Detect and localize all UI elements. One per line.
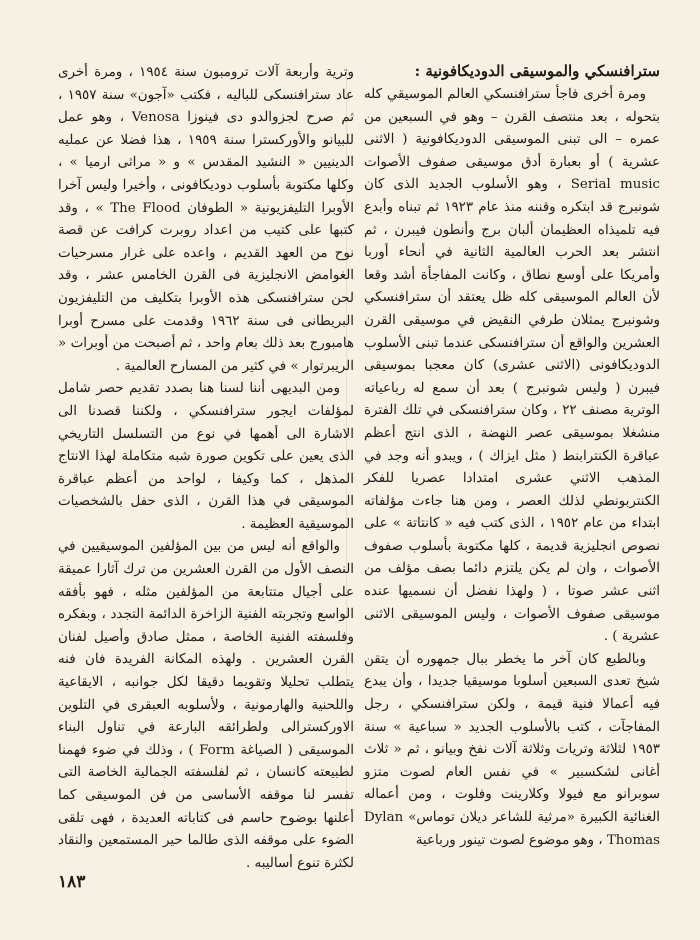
page-number: ١٨٣	[58, 872, 86, 892]
paragraph: والواقع أنه ليس من بين المؤلفين الموسيقيين في النصف الأول من القرن العشرين من ترك آثارا عميقة على أجيال متتابعة من المؤلفين مثله ، فهو بأفقه الواسع وتجربته الفنية الزاخرة الدائمة التجدد ، وبفكره وفلسفته الفنية الخاصة ، ممثل صادق وأصيل لفنان القرن العشرين . ولهذه المكانة الفريدة فان فنه يتطلب تحليلا وتقويما دقيقا لكل جوانبه ، الايقاعية واللحنية والهارمونية ، ولأسلوبه العبقرى في التلوين الاوركسترالى ولطرائقه البارعة في تناول البناء الموسيقى ( الصياغة Form ) ، وذلك في ضوء فهمنا لطبيعته كانسان ، ثم لفلسفته الجمالية الخاصة التى تفسر لنا موقفه الأساسى من فن الموسيقى كما أعلنها بوضوح حاسم فى كتاباته العديدة ، فهى تلقى الضوء على موقفه الذى طالما حير المستمعين والنقاد لكثرة تنوع أساليبه .	[58, 539, 354, 871]
right-column	[364, 60, 660, 852]
paragraph: ومن البديهى أننا لسنا هنا بصدد تقديم حصر شامل لمؤلفات ايجور سترافنسكي ، ولكننا قصدنا الى الاشارة الى أهمها في نوع من التسلسل التاريخي الذى يعين على تكوين صورة شبه متكاملة لهذا الانتاج المذهل ، كما وكيفا ، لواحد من أعظم عباقرة الموسيقى في هذا القرن ، الذى حفل بالشخصيات الموسيقية العظيمة .	[58, 381, 354, 532]
left-column	[58, 62, 354, 875]
paragraph: وبالطبع كان آخر ما يخطر ببال جمهوره أن يتقن شيخ تعدى السبعين أسلوبا موسيقيا جديدا ، وأن يبدع فيه أعمالا فنية قيمة ، ولكن سترافنسكي ، رجل المفاجآت ، كتب بالأسلوب الجديد « سباعية » سنة ١٩٥٣ لثلاثة وتريات وثلاثة آلات نفخ وبيانو ، ثم « ثلاث أغانى لشكسبير » في نفس العام لصوت متزو سوبرانو مع فيولا وكلارينت وفلوت ، ومن أعماله الغنائية الكبيرة «مرثية للشاعر ديلان توماس» Dylan Thomas ، وهو موضوع لصوت تينور ورباعية	[364, 651, 660, 848]
paragraph: وترية وأربعة آلات ترومبون سنة ١٩٥٤ ، ومرة أخرى عاد سترافنسكى للباليه ، فكتب «آجون» سنة ١٩٥٧ ، ثم صرح لجزوالدو دى فينوزا Venosa ، وهو عمل للبيانو والأوركسترا سنة ١٩٥٩ ، هذا فضلا عن عمليه الدينيين « النشيد المقدس » و « مراثى ارميا » ، وكلها مكتوبة بأسلوب دوديكافونى ، وأخيرا وليس آخرا الأوبرا التليفزيونية « الطوفان The Flood » ، وقد كتبها على كتيب من اعداد روبرت كرافت عن قصة نوح من العهد القديم ، واعده على غرار مسرحيات الغوامض الانجليزية فى القرن الخامس عشر ، وقد لحن سترافنسكى هذه الأوبرا بتكليف من التليفزيون البريطانى فى سنة ١٩٦٢ وقدمت على مسرح أوبرا هامبورج بعد ذلك بعام واحد ، ثم أصبحت من أوبرات « الريبرتوار » في كثير من المسارح العالمية .	[58, 65, 354, 374]
paragraph: ومرة أخرى فاجأ سترافنسكي العالم الموسيقي كله بتحوله ، بعد منتصف القرن – وهو في السبعين من عمره – الى تبنى الموسيقى الدوديكافونية ( الاثنى عشرية ) أو بعبارة أدق موسيقى صفوف الأصوات Serial music ، وهو الأسلوب الجديد الذى كان شونبرج قد ابتكره وقننه منذ عام ١٩٢٣ ثم تبناه وأبدع فيه تلميذاه العظيمان ألبان برج وأنطون فيبرن ، ثم انتشر بعد الحرب العالمية الثانية في أنحاء أوربا وأمريكا على أوسع نطاق ، وكانت المفاجأة أشد وقعا لأن العالم الموسيقى كله ظل يعتقد أن سترافنسكي وشونبرج يمثلان طرفي النقيض في موسيقى القرن العشرين والواقع أن سترافنسكى عندما تبنى الأسلوب الدوديكافونى (الاثنى عشرى) كان معجبا بموسيقى فيبرن ( وليس شونبرج ) بعد أن سمع له رباعياته الوترية مصنف ٢٢ ، وكان سترافنسكى في تلك الفترة منشغلا بموسيقى عصر النهضة ، الذى انتج أعظم عباقرة الكنترابنط ( مثل ايزاك ) ، ويبدو أنه وجد في المذهب الاثني عشرى امتدادا عصريا للفكر الكنتربونطي لذلك العصر ، ومن هنا جاءت مؤلفاته ابتداء من عام ١٩٥٢ ، الذى كتب فيه « كانتاتة » على نصوص انجليزية قديمة ، كلها مكتوبة بأسلوب صفوف الأصوات ، وان لم يكن يلتزم دائما بصف مؤلف من اثنى عشر صوتا ، ( ولهذا نفضل أن نسميها عنده موسيقى صفوف الأصوات ، وليس الموسيقى الاثنى عشرية ) .	[364, 87, 661, 645]
section-heading: سترافنسكي والموسيقى الدوديكافونية :	[414, 62, 660, 80]
